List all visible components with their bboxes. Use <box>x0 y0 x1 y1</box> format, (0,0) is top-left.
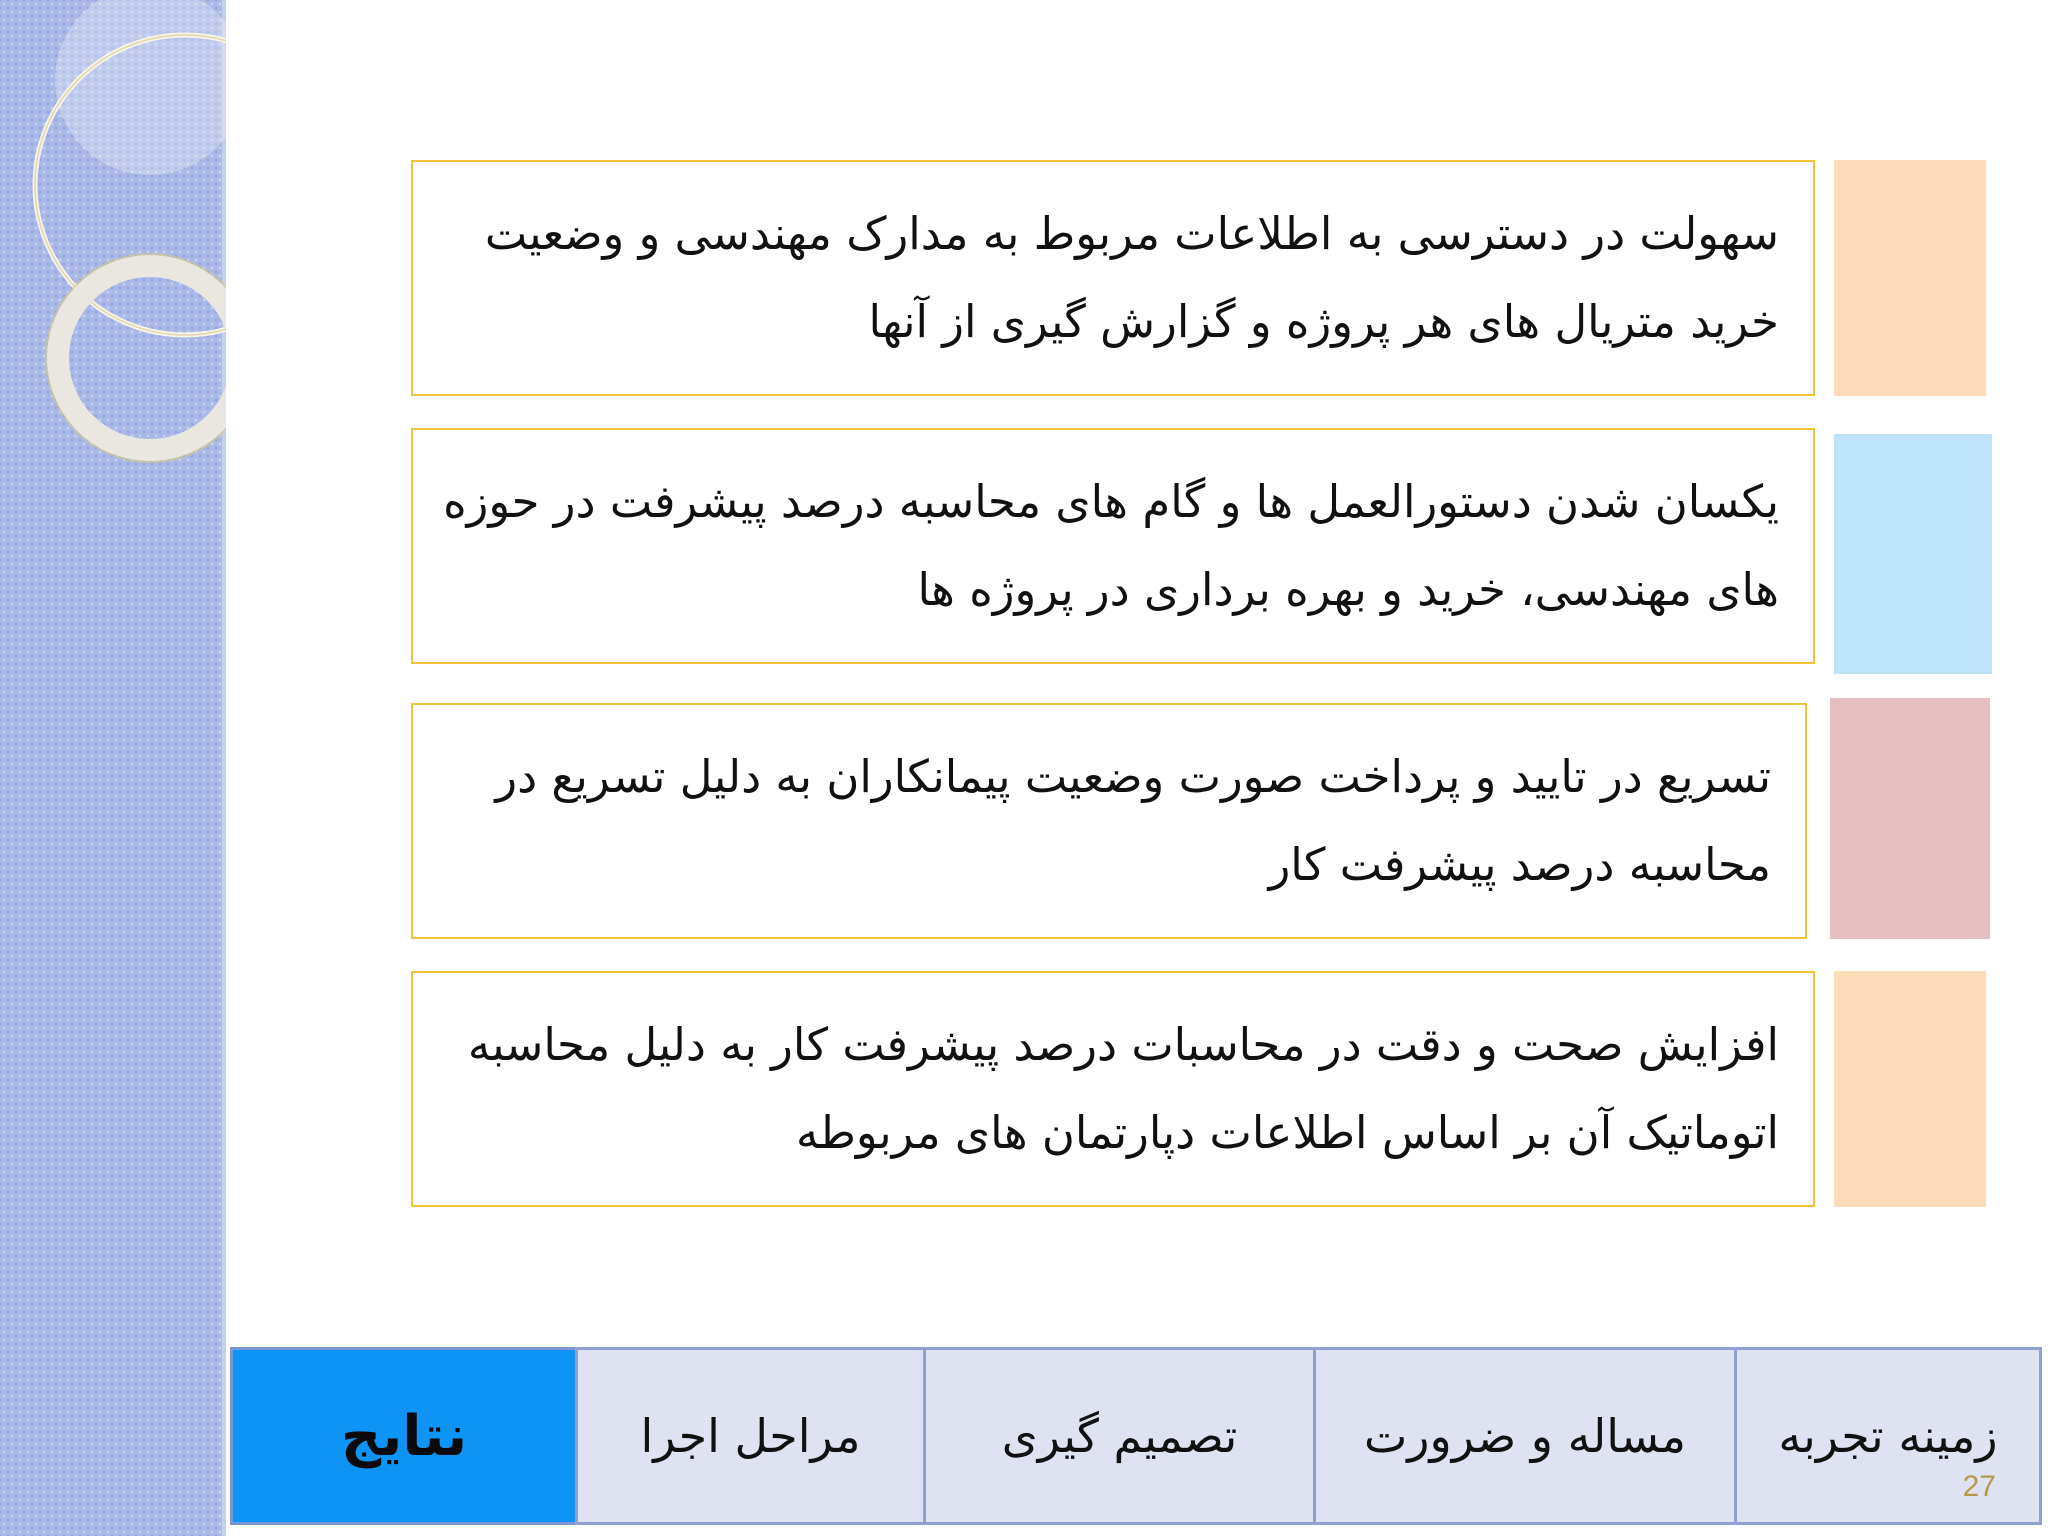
result-card-2 <box>411 428 1815 664</box>
tab-results[interactable] <box>230 1347 578 1525</box>
tab-implementation-steps[interactable] <box>575 1347 926 1525</box>
card-accent-swatch-1 <box>1834 160 1986 396</box>
card-accent-swatch-3 <box>1830 698 1990 939</box>
tab-results-label: نتایج <box>340 1403 468 1469</box>
card-accent-swatch-2 <box>1834 434 1992 674</box>
slide-page-number: 27 <box>1962 1470 1996 1503</box>
card-accent-swatch-4 <box>1834 971 1986 1207</box>
result-card-3 <box>411 703 1807 939</box>
tab-experience-context-label: زمینه تجربه <box>1778 1409 1998 1463</box>
tab-decision-making[interactable] <box>923 1347 1316 1525</box>
result-text-3: تسریع در تایید و پرداخت صورت وضعیت پیمانکاران به دلیل تسریع در محاسبه درصد پیشرفت کار <box>495 750 1771 891</box>
result-card-1 <box>411 160 1815 396</box>
result-card-4 <box>411 971 1815 1207</box>
decorative-rings-icon <box>0 0 226 480</box>
result-text-1: سهولت در دسترسی به اطلاعات مربوط به مدارک مهندسی و وضعیت خرید متریال های هر پروژه و گزارش گیری از آنها <box>484 207 1779 348</box>
tab-problem-necessity-label: مساله و ضرورت <box>1364 1409 1686 1463</box>
tab-implementation-steps-label: مراحل اجرا <box>640 1409 861 1463</box>
result-text-4: افزایش صحت و دقت در محاسبات درصد پیشرفت کار به دلیل محاسبه اتوماتیک آن بر اساس اطلاعات دپارتمان های مربوطه <box>467 1018 1779 1159</box>
section-nav-bar <box>230 1347 2042 1525</box>
tab-decision-making-label: تصمیم گیری <box>1001 1409 1238 1463</box>
result-text-2: یکسان شدن دستورالعمل ها و گام های محاسبه درصد پیشرفت در حوزه های مهندسی، خرید و بهره برداری در پروژه ها <box>443 475 1779 616</box>
tab-problem-necessity[interactable] <box>1313 1347 1737 1525</box>
